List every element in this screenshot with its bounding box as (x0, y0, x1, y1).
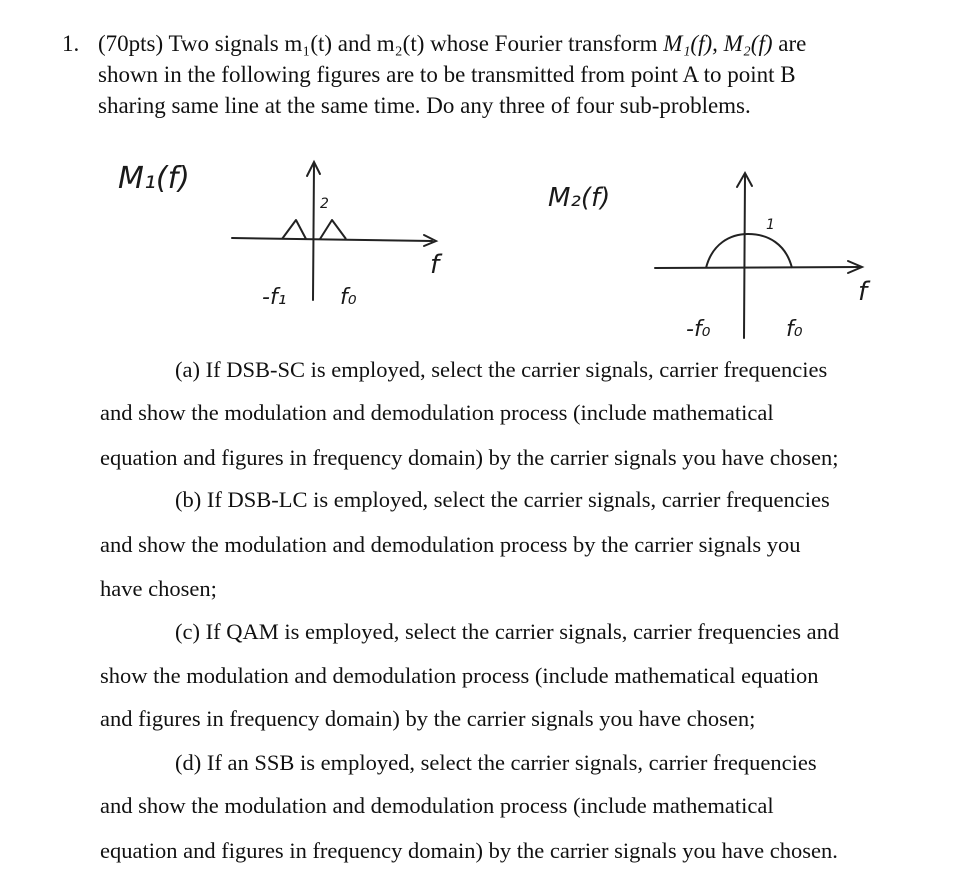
problem-line-3: sharing same line at the same time. Do any three of four sub-problems. (98, 93, 751, 118)
problem-line-1 (98, 28, 948, 59)
problem-number: 1. (62, 31, 80, 56)
subproblem-b-line-1: (b) If DSB-LC is employed, select the carrier signals, carrier frequencies (175, 487, 830, 512)
m1-f-axis (232, 238, 432, 241)
m2-pos-freq-label: f₀ (786, 317, 803, 342)
subproblem-c-line-3: and figures in frequency domain) by the carrier signals you have chosen; (100, 706, 756, 731)
fourier-symbols: M₁(f), M₂(f) (663, 31, 773, 56)
m2-amplitude-axis (744, 175, 745, 338)
m1-axis-label: f (430, 250, 440, 280)
m2-spectrum (548, 173, 871, 342)
subproblem-d-line-3: equation and figures in frequency domain) by the carrier signals you have chosen. (100, 838, 838, 863)
subproblem-a-line-3: equation and figures in frequency domain) by the carrier signals you have chosen; (100, 445, 839, 470)
m1-pos-freq-label: f₀ (340, 285, 357, 310)
m1-neg-freq-label: -f₁ (262, 285, 287, 310)
m2-peak-label: 1 (766, 217, 775, 233)
m2-label: M₂(f) (548, 183, 611, 213)
subproblem-b-line-3: have chosen; (100, 576, 217, 601)
subproblem-c-line-1: (c) If QAM is employed, select the carrier signals, carrier frequencies and (175, 619, 840, 644)
subproblem-a-line-1: (a) If DSB-SC is employed, select the carrier signals, carrier frequencies (175, 357, 828, 382)
m1-peak-label: 2 (320, 196, 329, 212)
spectrum-figures (0, 140, 976, 350)
subproblem-c-line-2: show the modulation and demodulation process (include mathematical equation (100, 663, 819, 688)
subproblem-b-line-2: and show the modulation and demodulation process by the carrier signals you (100, 532, 801, 557)
m2-neg-freq-label: -f₀ (686, 317, 711, 342)
problem-body (98, 28, 948, 121)
m1-spectrum (118, 161, 443, 310)
subproblem-a-line-2: and show the modulation and demodulation process (include mathematical (100, 400, 774, 425)
m1-amplitude-axis (313, 164, 314, 300)
problem-line-1-tail: are (778, 31, 807, 56)
subproblem-d-line-2: and show the modulation and demodulation process (include mathematical (100, 793, 774, 818)
m2-axis-label: f (858, 277, 868, 307)
subproblem-d-line-1: (d) If an SSB is employed, select the carrier signals, carrier frequencies (175, 750, 817, 775)
problem-line-2: shown in the following figures are to be transmitted from point A to point B (98, 62, 796, 87)
problem-line-1-text: (70pts) Two signals m₁(t) and m₂(t) whose Fourier transform (98, 31, 658, 56)
spectrum-sketch (0, 140, 976, 350)
m2-spectrum-curve (706, 234, 792, 268)
m1-label: M₁(f) (118, 161, 190, 196)
m2-f-axis (655, 267, 860, 268)
